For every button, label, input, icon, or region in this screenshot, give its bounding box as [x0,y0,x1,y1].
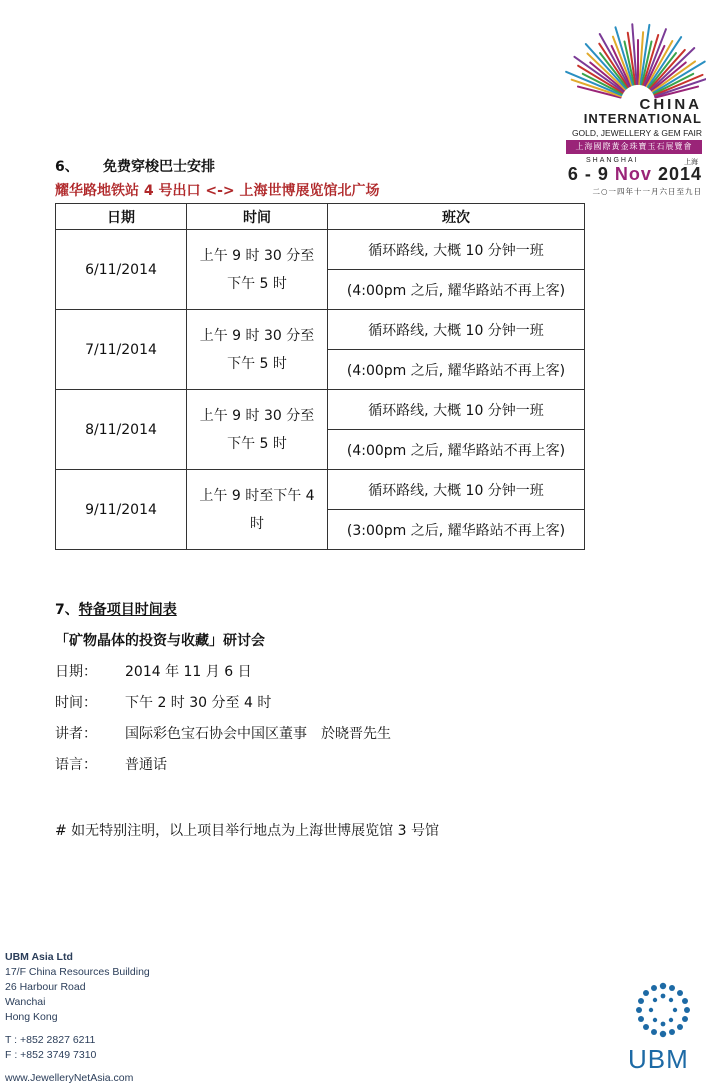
footer-address-line: 17/F China Resources Building [5,966,150,978]
seminar-date-row [55,661,252,681]
section7-title: 特备项目时间表 [78,602,177,618]
table-row [56,310,585,350]
logo-chinese-name: 上海國際黃金珠寶玉石展覽會 [566,140,702,154]
row-time-line2: 下午 5 时 [227,275,287,292]
fair-logo [560,18,706,196]
row-date: 9/11/2014 [56,470,187,550]
row-schedule: 循环路线, 大概 10 分钟一班 [328,230,585,270]
table-row [56,470,585,510]
footer-address-block [5,950,150,1086]
logo-dates-cn: 二○一四年十一月六日至九日 [592,187,702,196]
ubm-logo [618,980,708,1080]
seminar-language-row [55,754,167,774]
logo-line-fair: GOLD, JEWELLERY & GEM FAIR [571,128,702,138]
table-row [56,230,585,270]
section6-number: 6、 [55,159,79,175]
section6-title: 免费穿梭巴士安排 [103,159,215,175]
row-schedule: 循环路线, 大概 10 分钟一班 [328,310,585,350]
seminar-time-value: 下午 2 时 30 分至 4 时 [125,695,272,711]
footer-company: UBM Asia Ltd [5,951,73,963]
row-time [187,470,328,550]
shuttle-schedule-table [55,203,585,550]
logo-city-cn: 上海 [684,158,698,166]
logo-line-china: CHINA [639,96,702,113]
row-time [187,310,328,390]
footer-fax: F : +852 3749 7310 [5,1049,97,1061]
row-date: 8/11/2014 [56,390,187,470]
row-schedule-note: (4:00pm 之后, 耀华路站不再上客) [328,270,585,310]
row-schedule-note: (3:00pm 之后, 耀华路站不再上客) [328,510,585,550]
row-schedule: 循环路线, 大概 10 分钟一班 [328,390,585,430]
header-schedule: 班次 [328,204,585,230]
row-schedule-note: (4:00pm 之后, 耀华路站不再上客) [328,430,585,470]
seminar-date-value: 2014 年 11 月 6 日 [125,664,252,680]
shuttle-route: 耀华路地铁站 4 号出口 <-> 上海世博展览馆北广场 [55,183,380,199]
table-header-row [56,204,585,230]
header-time: 时间 [187,204,328,230]
logo-city-en: SHANGHAI [586,157,639,164]
row-schedule-note: (4:00pm 之后, 耀华路站不再上客) [328,350,585,390]
footer-website[interactable]: www.JewelleryNetAsia.com [5,1072,134,1084]
ubm-wordmark: UBM [628,1044,689,1074]
section7-number: 7、 [55,602,79,618]
seminar-speaker-label: 讲者： [55,726,97,742]
header-date: 日期 [56,204,187,230]
seminar-language-label: 语言： [55,757,97,773]
venue-note: # 如无特别注明，以上项目举行地点为上海世博展览馆 3 号馆 [55,823,439,839]
row-date: 6/11/2014 [56,230,187,310]
table-row [56,390,585,430]
row-time-line1: 上午 9 时 30 分至 [199,407,315,424]
footer-address-line: Hong Kong [5,1011,58,1023]
seminar-time-row [55,692,271,712]
logo-line-international: INTERNATIONAL [583,111,702,126]
seminar-speaker-value: 国际彩色宝石协会中国区董事 於晓晋先生 [125,726,391,742]
row-time-line2: 下午 5 时 [227,355,287,372]
seminar-time-label: 时间： [55,695,97,711]
row-time-line2: 下午 5 时 [227,435,287,452]
footer-tel: T : +852 2827 6211 [5,1034,96,1046]
logo-dates-year: 2014 [657,164,702,184]
seminar-date-label: 日期： [55,664,97,680]
row-time-line1: 上午 9 时 30 分至 [199,327,315,344]
section7-heading [55,599,177,619]
fan-graphic-icon [560,18,706,102]
row-time-line1: 上午 9 时至下午 4 [199,487,315,504]
footer-address-line: Wanchai [5,996,46,1008]
logo-dates [568,164,702,185]
seminar-title: 「矿物晶体的投资与收藏」研讨会 [55,633,265,649]
logo-dates-month: Nov [614,164,652,184]
row-schedule: 循环路线, 大概 10 分钟一班 [328,470,585,510]
row-date: 7/11/2014 [56,310,187,390]
footer-address-line: 26 Harbour Road [5,981,86,993]
row-time [187,230,328,310]
seminar-language-value: 普通话 [125,757,167,773]
logo-dates-days: 6 - 9 [567,164,609,184]
ubm-dots-icon [618,980,708,1044]
seminar-speaker-row [55,723,391,743]
row-time [187,390,328,470]
row-time-line2: 时 [250,515,264,532]
row-time-line1: 上午 9 时 30 分至 [199,247,315,264]
